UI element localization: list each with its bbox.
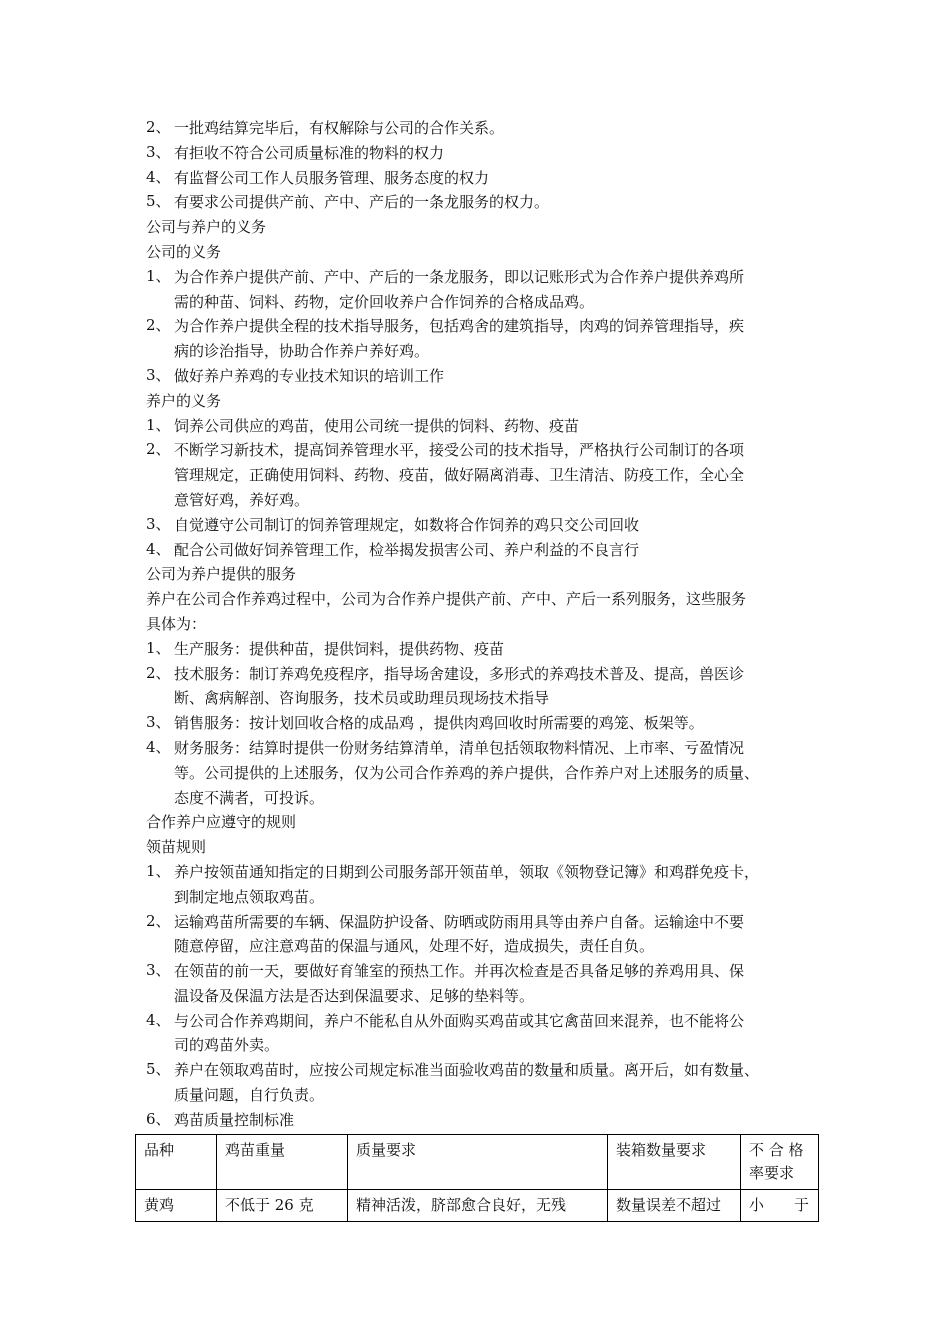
- header-cell: 品种: [136, 1135, 217, 1190]
- list-item: 4、 有监督公司工作人员服务管理、服务态度的权力: [146, 167, 490, 187]
- list-item: 1、 养户按领苗通知指定的日期到公司服务部开领苗单，领取《领物登记簿》和鸡群免疫卡， 到制定地点领取鸡苗。: [146, 861, 760, 906]
- company-duties-list: [146, 265, 822, 389]
- chick-rules-list: [146, 860, 822, 1133]
- header-cell: 鸡苗重量: [217, 1135, 348, 1190]
- list-item: 3、 销售服务：按计划回收合格的成品鸡 ，提供肉鸡回收时所需要的鸡笼、板架等。: [146, 713, 704, 733]
- header-cell: 质量要求: [348, 1135, 608, 1190]
- rights-list: [146, 116, 822, 215]
- table-cell: 小 于: [741, 1190, 819, 1222]
- subsection-heading: 养户的义务: [146, 391, 222, 410]
- section-heading: 公司与养户的义务: [146, 218, 267, 237]
- list-item: 2、 为合作养户提供全程的技术指导服务，包括鸡舍的建筑指导，肉鸡的饲养管理指导，疾 病的诊治指导，协助合作养户养好鸡。: [146, 316, 745, 361]
- list-item: 2、 运输鸡苗所需要的车辆、保温防护设备、防晒或防雨用具等由养户自备。运输途中不要 随意停留，应注意鸡苗的保温与通风，处理不好，造成损失，责任自负。: [146, 911, 745, 956]
- section-heading: 合作养户应遵守的规则: [146, 813, 297, 832]
- list-item: 1、 生产服务：提供种苗，提供饲料，提供药物、疫苗: [146, 638, 505, 658]
- list-item: 5、 有要求公司提供产前、产中、产后的一条龙服务的权力。: [146, 192, 550, 212]
- list-item: 3、 有拒收不符合公司质量标准的物料的权力: [146, 142, 445, 162]
- list-item: 2、 技术服务：制订养鸡免疫程序，指导场舍建设，多形式的养鸡技术普及、提高，兽医诊 断、禽病解剖、咨询服务，技术员或助理员现场技术指导: [146, 663, 745, 708]
- quality-table: [135, 1134, 819, 1222]
- table-cell: 精神活泼，脐部愈合良好，无残: [348, 1190, 608, 1222]
- list-item: 3、 自觉遵守公司制订的饲养管理规定，如数将合作饲养的鸡只交公司回收: [146, 514, 640, 534]
- table-cell: 黄鸡: [136, 1190, 217, 1222]
- table-header-row: [136, 1135, 819, 1190]
- list-item: 4、 配合公司做好饲养管理工作，检举揭发损害公司、养户利益的不良言行: [146, 539, 640, 559]
- farmer-duties-list: [146, 414, 822, 563]
- list-item: 5、 养户在领取鸡苗时，应按公司规定标准当面验收鸡苗的数量和质量。离开后，如有数量、 质量问题，自行负责。: [146, 1060, 760, 1105]
- list-item: 2、 不断学习新技术，提高饲养管理水平，接受公司的技术指导，严格执行公司制订的各项 管理规定，正确使用饲料、药物、疫苗，做好隔离消毒、卫生清洁、防疫工作，全心全 意管好鸡，养好鸡。: [146, 440, 745, 509]
- table-row: [136, 1190, 819, 1222]
- services-intro: 养户在公司合作养鸡过程中，公司为合作养户提供产前、产中、产后一系列服务，这些服务 具体为：: [146, 590, 747, 633]
- list-item: 3、 做好养户养鸡的专业技术知识的培训工作: [146, 365, 445, 385]
- section-heading: 公司为养户提供的服务: [146, 565, 297, 584]
- list-item: 2、 一批鸡结算完毕后，有权解除与公司的合作关系。: [146, 118, 505, 137]
- list-item: 6、 鸡苗质量控制标准: [146, 1109, 295, 1129]
- header-cell: 装箱数量要求: [608, 1135, 741, 1190]
- list-item: 1、 饲养公司供应的鸡苗，使用公司统一提供的饲料、药物、疫苗: [146, 415, 580, 435]
- table-cell: 数量误差不超过: [608, 1190, 741, 1222]
- list-item: 4、 与公司合作养鸡期间，养户不能私自从外面购买鸡苗或其它禽苗回来混养，也不能将公 司的鸡苗外卖。: [146, 1010, 745, 1055]
- table-cell: 不低于 26 克: [217, 1190, 348, 1222]
- subsection-heading: 领苗规则: [146, 838, 207, 857]
- document-body: [146, 116, 822, 1133]
- list-item: 1、 为合作养户提供产前、产中、产后的一条龙服务，即以记账形式为合作养户提供养鸡所 需的种苗、饲料、药物，定价回收养户合作饲养的合格成品鸡。: [146, 266, 745, 311]
- subsection-heading: 公司的义务: [146, 242, 222, 261]
- list-item: 4、 财务服务：结算时提供一份财务结算清单，清单包括领取物料情况、上市率、亏盈情况 等。公司提供的上述服务，仅为公司合作养鸡的养户提供，合作养户对上述服务的质量、 态度不满者，可投诉。: [146, 737, 760, 807]
- services-list: [146, 637, 822, 811]
- list-item: 3、 在领苗的前一天，要做好育雏室的预热工作。并再次检查是否具备足够的养鸡用具、保 温设备及保温方法是否达到保温要求、足够的垫料等。: [146, 961, 745, 1005]
- header-cell: 不 合 格 率要求: [741, 1135, 819, 1190]
